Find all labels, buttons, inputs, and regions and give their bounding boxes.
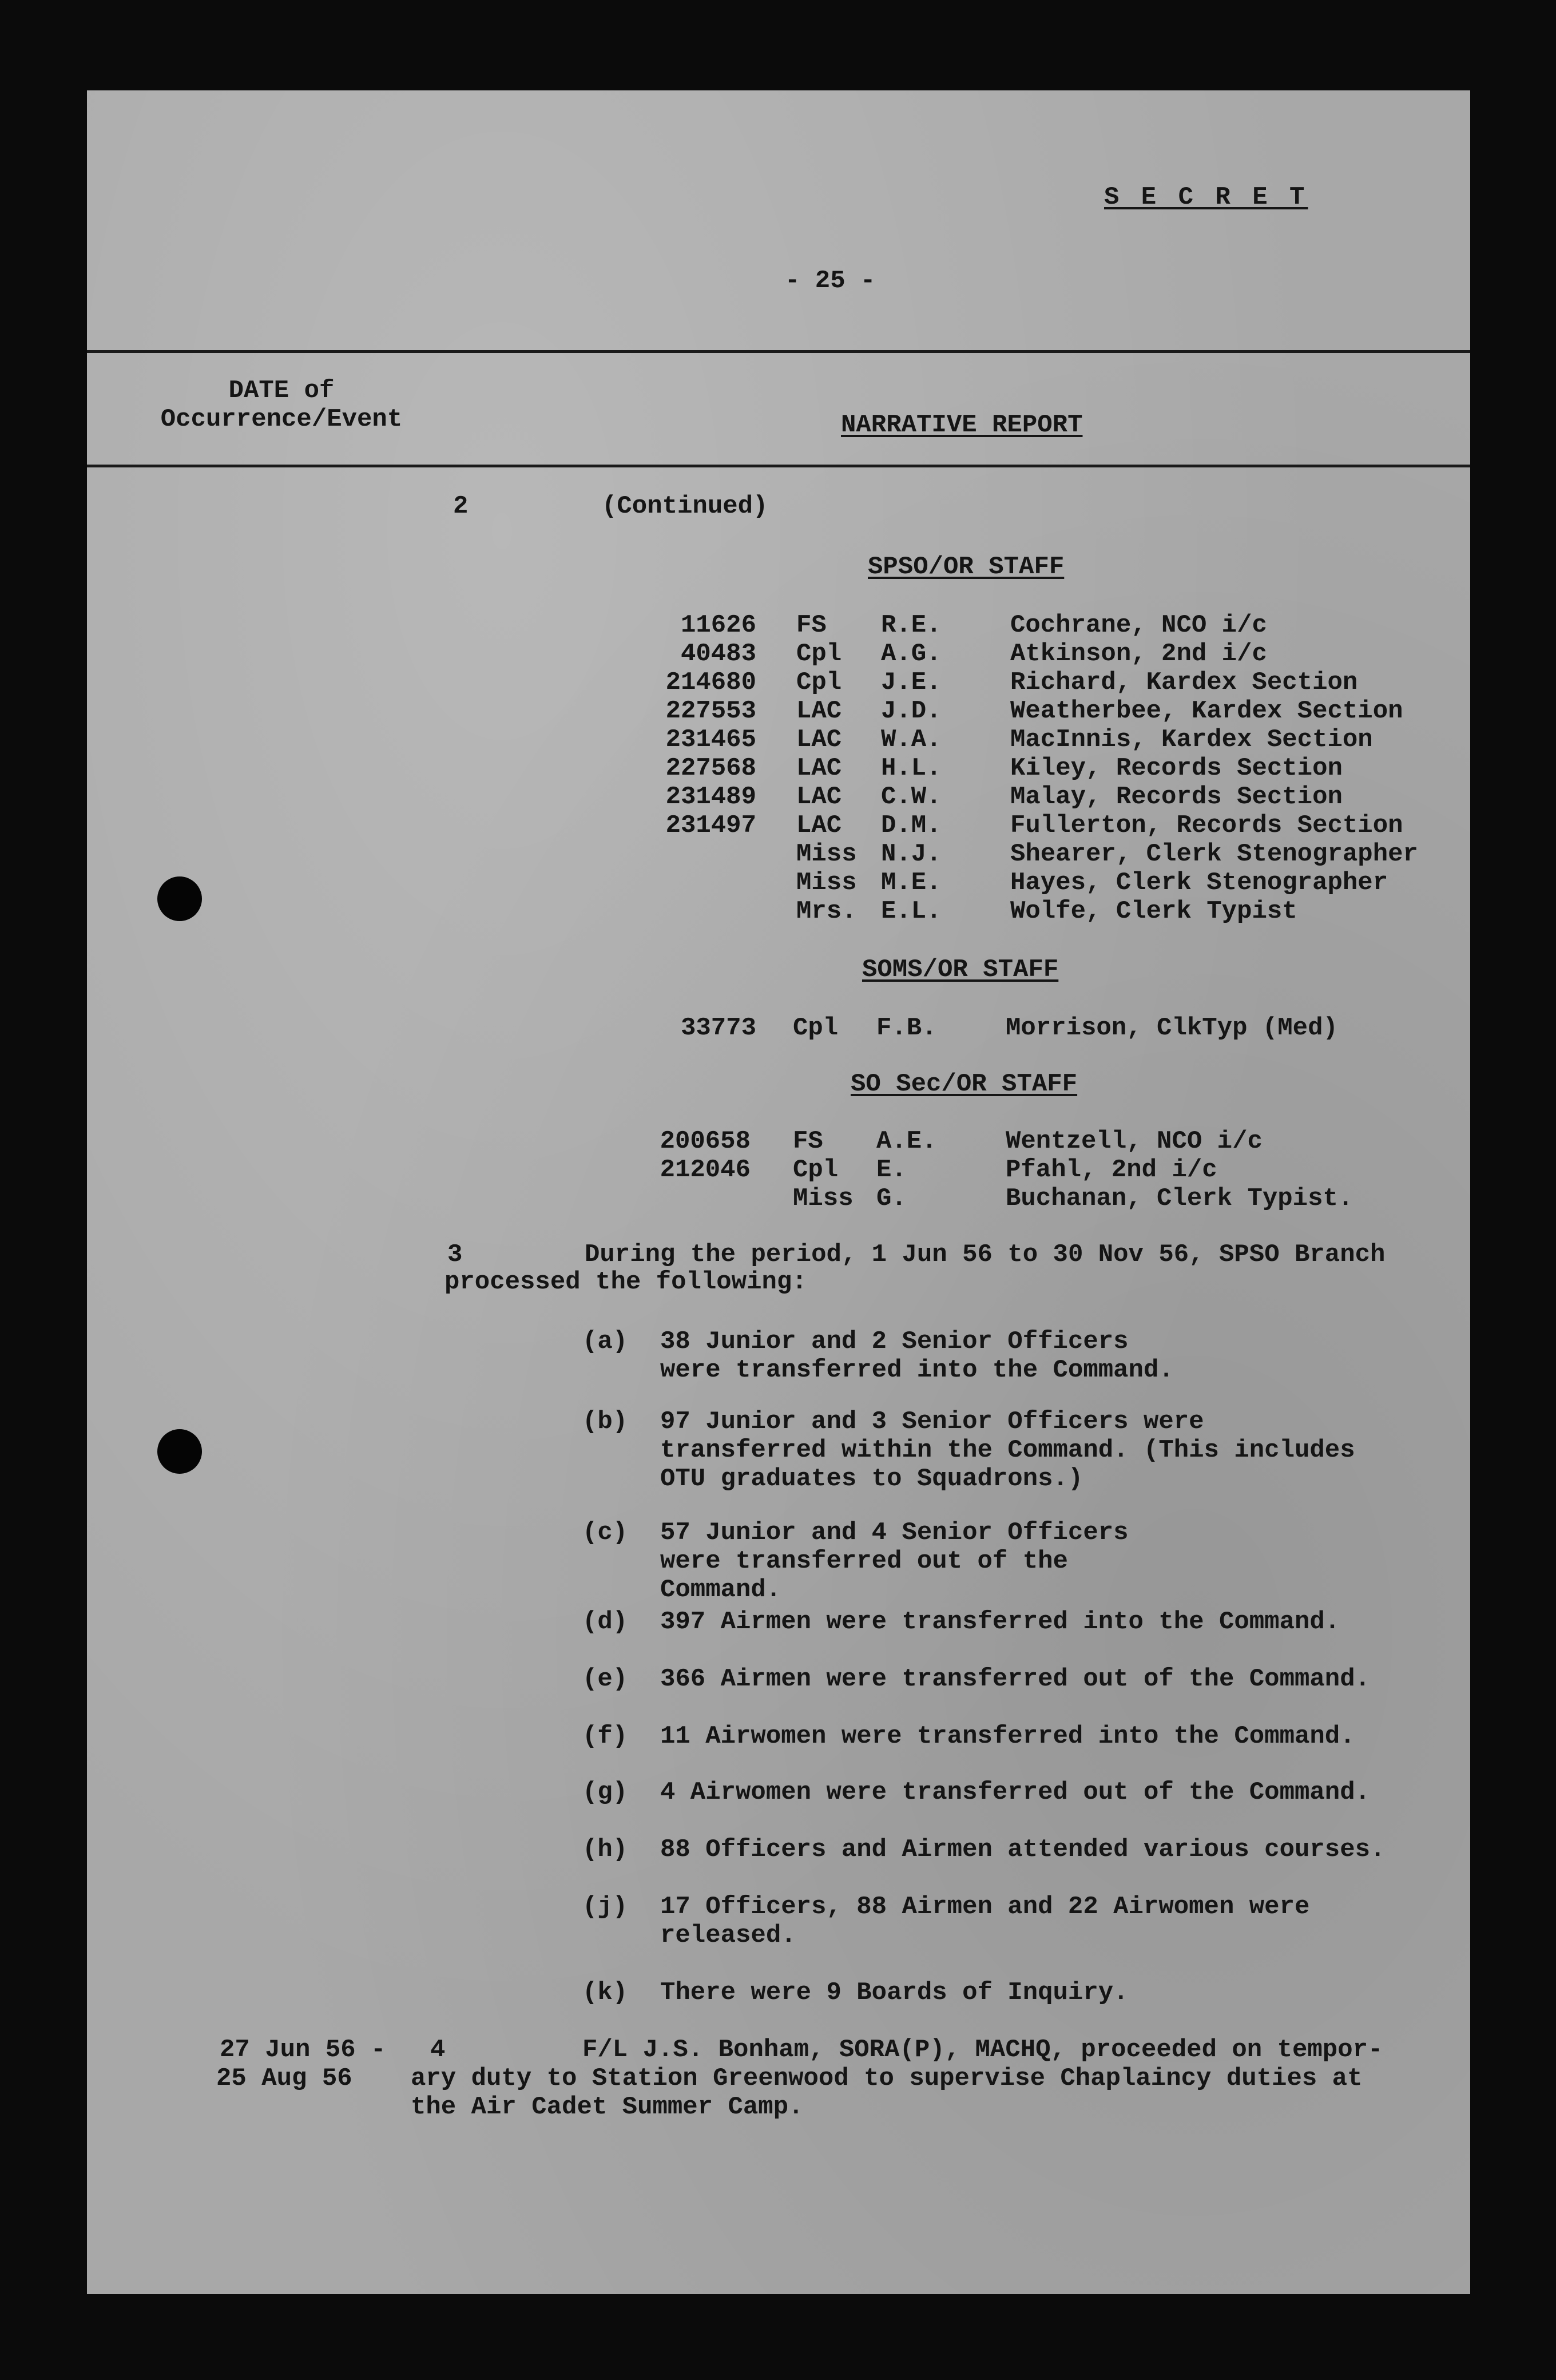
item-text: 97 Junior and 3 Senior Officers were transferred within the Command. (This includes OTU graduates to Squadrons.) <box>660 1407 1355 1493</box>
item-label: (d) <box>582 1608 628 1636</box>
staff-rank: Miss <box>796 868 857 897</box>
item-text: 366 Airmen were transferred out of the Command. <box>660 1665 1371 1693</box>
item-label: (f) <box>582 1722 628 1751</box>
staff-initials: A.E. <box>876 1127 937 1156</box>
sosec-staff-heading: SO Sec/OR STAFF <box>851 1070 1078 1098</box>
staff-rank: LAC <box>796 697 842 725</box>
staff-rank: LAC <box>796 754 842 783</box>
item-label: (a) <box>582 1327 628 1356</box>
staff-rank: Cpl <box>796 640 842 668</box>
staff-name: Fullerton, Records Section <box>1010 811 1403 840</box>
staff-initials: G. <box>876 1184 907 1213</box>
para4-line3: the Air Cadet Summer Camp. <box>411 2093 804 2121</box>
staff-initials: F.B. <box>876 1014 937 1042</box>
staff-rank: Cpl <box>796 668 842 697</box>
item-text: There were 9 Boards of Inquiry. <box>660 1978 1129 2007</box>
date-heading-line2: Occurrence/Event <box>160 405 403 434</box>
staff-rank: Miss <box>793 1184 854 1213</box>
staff-rank: LAC <box>796 783 842 811</box>
staff-number: 212046 <box>660 1156 751 1184</box>
staff-number: 214680 <box>665 668 756 697</box>
para3-line2: processed the following: <box>444 1268 807 1296</box>
date-heading-line1: DATE of <box>228 376 335 405</box>
staff-initials: E. <box>876 1156 907 1184</box>
staff-name: Kiley, Records Section <box>1010 754 1343 783</box>
item-label: (k) <box>582 1978 628 2007</box>
staff-name: Weatherbee, Kardex Section <box>1010 697 1403 725</box>
staff-rank: Mrs. <box>796 897 857 926</box>
staff-number: 40483 <box>680 640 756 668</box>
item-text: 17 Officers, 88 Airmen and 22 Airwomen were released. <box>660 1893 1310 1950</box>
staff-initials: W.A. <box>881 725 942 754</box>
item-text: 4 Airwomen were transferred out of the Command. <box>660 1778 1371 1807</box>
staff-name: Wentzell, NCO i/c <box>1006 1127 1263 1156</box>
staff-name: Pfahl, 2nd i/c <box>1006 1156 1217 1184</box>
staff-rank: Cpl <box>793 1014 839 1042</box>
staff-rank: LAC <box>796 725 842 754</box>
para2-number: 2 <box>453 492 469 521</box>
staff-number: 227553 <box>665 697 756 725</box>
continued-label: (Continued) <box>602 492 768 521</box>
para4-line1: F/L J.S. Bonham, SORA(P), MACHQ, proceeded on tempor- <box>582 2036 1383 2064</box>
staff-rank: FS <box>796 611 827 640</box>
item-label: (e) <box>582 1665 628 1693</box>
staff-name: Wolfe, Clerk Typist <box>1010 897 1297 926</box>
item-label: (h) <box>582 1835 628 1864</box>
staff-initials: N.J. <box>881 840 942 868</box>
staff-initials: A.G. <box>881 640 942 668</box>
header-top-rule <box>87 350 1470 353</box>
staff-name: Richard, Kardex Section <box>1010 668 1358 697</box>
staff-name: Morrison, ClkTyp (Med) <box>1006 1014 1338 1042</box>
item-label: (j) <box>582 1893 628 1921</box>
staff-number: 231489 <box>665 783 756 811</box>
para4-date-line1: 27 Jun 56 - <box>220 2036 386 2064</box>
staff-number: 33773 <box>680 1014 756 1042</box>
para3-line1: During the period, 1 Jun 56 to 30 Nov 56, SPSO Branch <box>585 1240 1386 1269</box>
para4-line2: ary duty to Station Greenwood to supervise Chaplaincy duties at <box>411 2064 1363 2093</box>
para4-date-line2: 25 Aug 56 <box>216 2064 352 2093</box>
report-heading: NARRATIVE REPORT <box>841 411 1083 439</box>
staff-name: Buchanan, Clerk Typist. <box>1006 1184 1353 1213</box>
document-page <box>87 90 1470 2294</box>
staff-initials: C.W. <box>881 783 942 811</box>
staff-rank: Cpl <box>793 1156 839 1184</box>
item-text: 88 Officers and Airmen attended various courses. <box>660 1835 1386 1864</box>
staff-rank: LAC <box>796 811 842 840</box>
staff-initials: J.E. <box>881 668 942 697</box>
staff-number: 227568 <box>665 754 756 783</box>
staff-name: Shearer, Clerk Stenographer <box>1010 840 1418 868</box>
header-bottom-rule <box>87 465 1470 467</box>
classification-marking: S E C R E T <box>1104 183 1308 212</box>
staff-name: Hayes, Clerk Stenographer <box>1010 868 1388 897</box>
page-number: - 25 - <box>785 267 876 295</box>
item-label: (c) <box>582 1518 628 1547</box>
item-text: 397 Airmen were transferred into the Command. <box>660 1608 1340 1636</box>
staff-rank: FS <box>793 1127 823 1156</box>
staff-initials: J.D. <box>881 697 942 725</box>
staff-number: 231465 <box>665 725 756 754</box>
item-text: 57 Junior and 4 Senior Officers were transferred out of the Command. <box>660 1518 1129 1604</box>
date-column-heading <box>156 376 407 434</box>
item-label: (b) <box>582 1407 628 1436</box>
soms-staff-heading: SOMS/OR STAFF <box>862 955 1059 984</box>
staff-initials: D.M. <box>881 811 942 840</box>
staff-initials: E.L. <box>881 897 942 926</box>
staff-number: 11626 <box>680 611 756 640</box>
punch-hole-upper <box>157 876 202 921</box>
item-label: (g) <box>582 1778 628 1807</box>
para3-number: 3 <box>447 1240 463 1269</box>
staff-rank: Miss <box>796 840 857 868</box>
staff-name: MacInnis, Kardex Section <box>1010 725 1373 754</box>
staff-number: 200658 <box>660 1127 751 1156</box>
staff-name: Atkinson, 2nd i/c <box>1010 640 1267 668</box>
item-text: 38 Junior and 2 Senior Officers were transferred into the Command. <box>660 1327 1174 1385</box>
item-text: 11 Airwomen were transferred into the Command. <box>660 1722 1355 1751</box>
spso-staff-heading: SPSO/OR STAFF <box>868 553 1065 581</box>
punch-hole-lower <box>157 1429 202 1474</box>
staff-initials: M.E. <box>881 868 942 897</box>
para4-number: 4 <box>430 2036 446 2064</box>
staff-name: Cochrane, NCO i/c <box>1010 611 1267 640</box>
staff-initials: R.E. <box>881 611 942 640</box>
staff-initials: H.L. <box>881 754 942 783</box>
staff-number: 231497 <box>665 811 756 840</box>
staff-name: Malay, Records Section <box>1010 783 1343 811</box>
